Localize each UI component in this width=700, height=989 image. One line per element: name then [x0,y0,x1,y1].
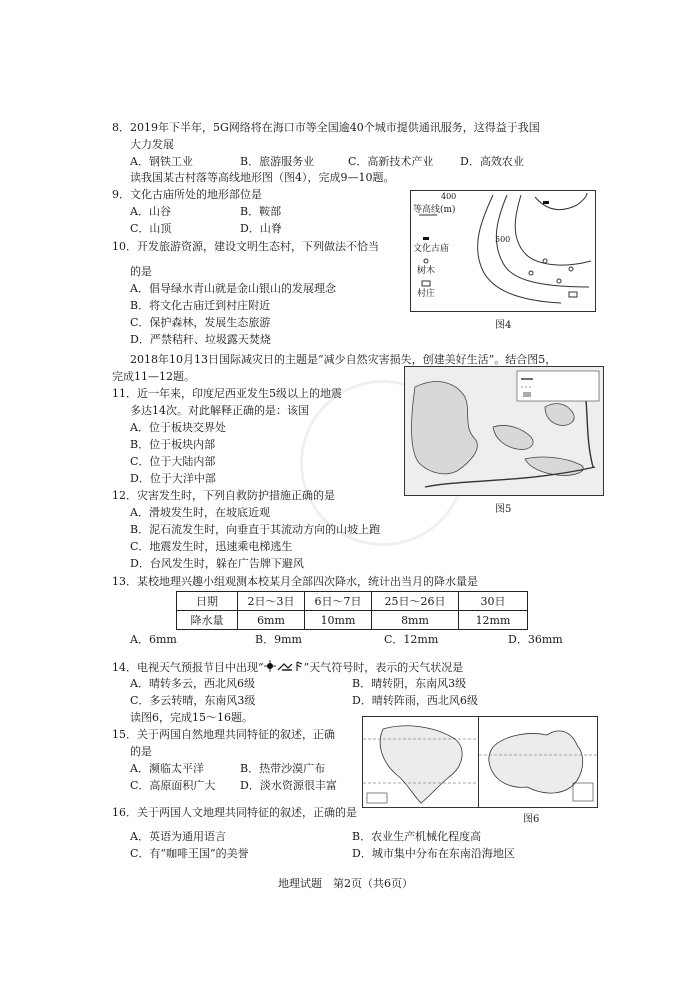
q9-option-a: A．山谷 [130,205,171,218]
q9-option-c: C．山顶 [130,222,172,235]
q13-option-d: D．36mm [508,633,563,646]
figure-6-map-brazil [362,716,480,808]
intro-11-12-line1: 2018年10月13日国际减灾日的主题是“减少自然灾害损失，创建美好生活”。结合图5， [130,353,557,366]
q14-option-b: B．晴转阴，东南风3级 [352,677,467,690]
q11-option-d: D．位于大洋中部 [130,472,216,485]
q16-stem: 16．关于两国人文地理共同特征的叙述，正确的是 [112,806,357,819]
q14-option-d: D．晴转阵雨，西北风6级 [352,694,478,707]
intro-15-16: 读图6，完成15～16题。 [130,711,253,724]
figure-4-caption: 图4 [495,320,512,331]
q16-option-b: B．农业生产机械化程度高 [352,830,482,843]
fig4-label-400: 400 [441,192,457,201]
q12-option-b: B．泥石流发生时，向垂直于其流动方向的山坡上跑 [130,523,381,536]
figure-4-contour-map [410,190,596,312]
fig4-legend-tree: 树木 [417,266,436,276]
q12-option-d: D．台风发生时，躲在广告牌下避风 [130,557,304,570]
figure-6-caption: 图6 [523,814,540,825]
q14-option-a: A．晴转多云，西北风6级 [130,677,255,690]
q13-stem: 13．某校地理兴趣小组观测本校某月全部四次降水，统计出当月的降水量是 [112,575,478,588]
q8-option-c: C．高新技术产业 [348,155,434,168]
q15-stem-line2: 的是 [130,745,152,758]
q9-option-d: D．山脊 [240,222,282,235]
q10-option-b: B．将文化古庙迁到村庄附近 [130,299,271,312]
q16-option-d: D．城市集中分布在东南沿海地区 [352,847,515,860]
q10-stem-line1: 10．开发旅游资源，建设文明生态村，下列做法不恰当 [112,240,379,253]
q14-stem-pre: 14．电视天气预报节目中出现“ [112,661,264,674]
q15-option-a: A．濒临太平洋 [130,762,204,775]
table-row [177,611,528,630]
q11-option-b: B．位于板块内部 [130,438,216,451]
table-cell: 日期 [177,592,238,611]
rainfall-table [176,591,528,630]
q12-option-c: C．地震发生时，迅速乘电梯逃生 [130,540,293,553]
q10-option-c: C．保护森林，发展生态旅游 [130,316,271,329]
q9-stem: 9．文化古庙所处的地形部位是 [112,188,262,201]
table-cell: 12mm [459,611,528,630]
q15-option-c: C．高原面积广大 [130,779,216,792]
q11-stem-line1: 11．近一年来，印度尼西亚发生5级以上的地震 [112,387,342,400]
q15-stem-line1: 15．关于两国自然地理共同特征的叙述，正确 [112,728,335,741]
fig4-legend-temple: 文化古庙 [413,244,450,254]
q16-option-a: A．英语为通用语言 [130,830,226,843]
table-cell: 8mm [372,611,459,630]
intro-11-12-line2: 完成11—12题。 [112,370,195,383]
q10-option-a: A．倡导绿水青山就是金山银山的发展理念 [130,282,336,295]
table-cell: 降水量 [177,611,238,630]
q9-option-b: B．鞍部 [240,205,282,218]
q10-option-d: D．严禁秸秆、垃圾露天焚烧 [130,333,271,346]
q10-stem-line2: 的是 [130,265,152,278]
intro-9-10: 读我国某古村落等高线地形图（图4），完成9—10题。 [130,171,395,184]
fig4-legend-village: 村庄 [417,289,436,299]
q8-stem-line2: 大力发展 [130,138,174,151]
weather-symbol-icon [264,660,304,676]
q8-option-d: D．高效农业 [460,155,524,168]
fig4-legend-contour: 等高线(m) [413,205,456,215]
q12-stem: 12．灾害发生时，下列自救防护措施正确的是 [112,489,335,502]
q8-option-a: A．钢铁工业 [130,155,193,168]
q16-option-c: C．有“咖啡王国”的美誉 [130,847,249,860]
table-row [177,592,528,611]
q13-option-a: A．6mm [130,633,177,646]
table-cell: 6日～7日 [305,592,372,611]
fig4-label-500: 500 [495,235,511,244]
q15-option-b: B．热带沙漠广布 [240,762,326,775]
q14-stem-post: ”天气符号时，表示的天气状况是 [303,661,464,674]
figure-5-map-southeast-asia [404,366,604,496]
table-cell: 25日～26日 [372,592,459,611]
page-footer: 地理试题 第2页（共6页） [278,877,413,890]
table-cell: 30日 [459,592,528,611]
q11-stem-line2: 多达14次。对此解释正确的是：该国 [130,404,309,417]
figure-6-map-australia [478,716,598,808]
table-cell: 2日～3日 [238,592,305,611]
table-cell: 6mm [238,611,305,630]
q15-option-d: D．淡水资源很丰富 [240,779,337,792]
table-cell: 10mm [305,611,372,630]
q13-option-c: C．12mm [384,633,439,646]
q14-option-c: C．多云转晴，东南风3级 [130,694,256,707]
q11-option-a: A．位于板块交界处 [130,421,226,434]
q12-option-a: A．滑坡发生时，在坡底近观 [130,506,270,519]
q11-option-c: C．位于大陆内部 [130,455,216,468]
q8-option-b: B．旅游服务业 [240,155,315,168]
figure-5-caption: 图5 [495,504,512,515]
q13-option-b: B．9mm [255,633,302,646]
q8-stem-line1: 8．2019年下半年，5G网络将在海口市等全国逾40个城市提供通讯服务，这得益于我国 [112,121,540,134]
q14-stem [112,660,463,676]
